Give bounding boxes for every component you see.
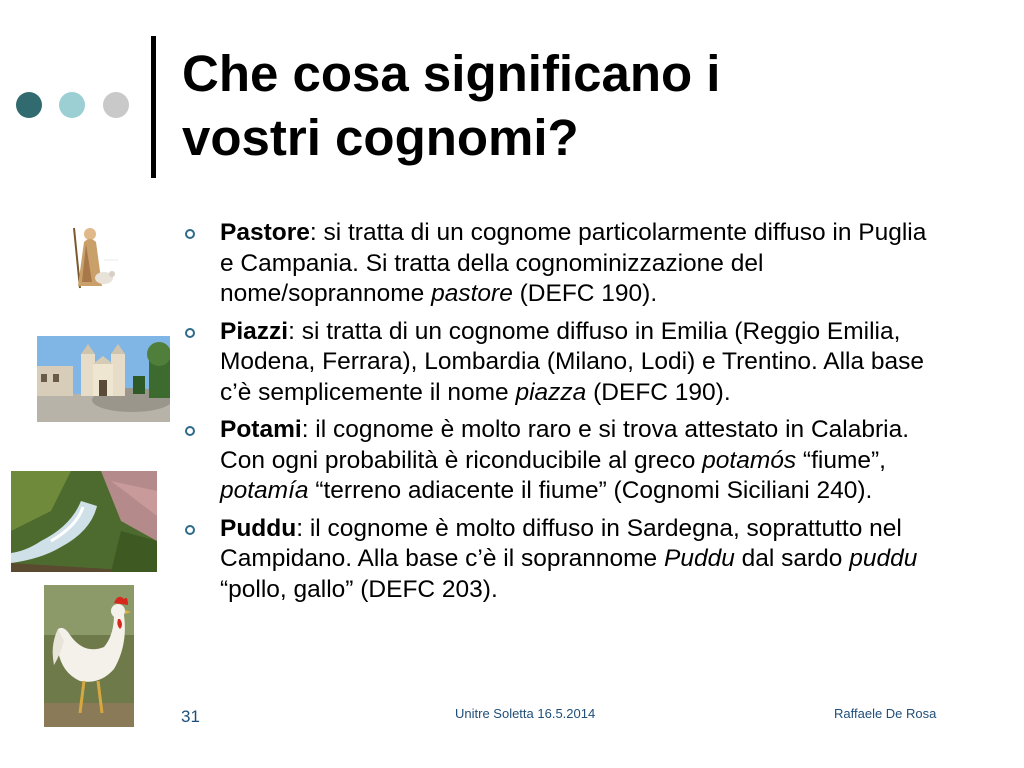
footer-center-text: Unitre Soletta 16.5.2014	[455, 706, 596, 721]
italic-word: potamós	[702, 446, 797, 474]
title-line-2: vostri cognomi?	[182, 109, 579, 166]
footer-author: Raffaele De Rosa	[834, 706, 937, 721]
bullet-ring-icon	[185, 525, 195, 535]
bullet-text: (DEFC 190).	[512, 280, 658, 307]
bullet-ring-icon	[185, 328, 195, 338]
bullet-text: : si tratta di un cognome diffuso in Emilia (Reggio Emilia, Modena, Ferrara), Lombardia (Milano, Lodi) e Trentino. Alla base c’è semplicemente il nome	[220, 317, 925, 406]
stream-image	[11, 471, 157, 572]
italic-word: pastore	[431, 280, 513, 307]
bullet-text: : il cognome è molto raro e si trova attestato in Calabria. Con ogni probabilità è riconducibile al greco	[220, 416, 910, 474]
bullet-text: “pollo, gallo” (DEFC 203).	[220, 575, 498, 603]
bullet-text: “fiume”,	[796, 446, 886, 474]
surname-term: Puddu	[220, 514, 297, 542]
italic-word: piazza	[515, 378, 587, 406]
svg-text:~~~~: ~~~~	[104, 258, 119, 264]
dot-light-teal	[59, 92, 85, 118]
surname-term: Pastore	[220, 219, 310, 246]
rooster-image	[44, 585, 134, 727]
bullet-text: (DEFC 190).	[586, 378, 731, 406]
bullet-item-puddu	[184, 514, 944, 606]
bullet-text: “terreno adiacente il fiume” (Cognomi Siciliani 240).	[308, 477, 873, 504]
title-line-1: Che cosa significano i	[182, 45, 721, 102]
bullet-list	[184, 218, 944, 612]
italic-word: potamía	[220, 477, 309, 504]
italic-word: Puddu	[663, 545, 735, 572]
bullet-item-potami	[184, 415, 944, 507]
bullet-item-pastore	[184, 218, 944, 310]
bullet-text: : si tratta di un cognome particolarmente diffuso in Puglia e Campania. Si tratta della cognominizzazione del nome/soprannome	[220, 219, 927, 307]
town-square-image	[37, 336, 170, 422]
decorative-dots	[16, 92, 136, 122]
bullet-item-piazzi	[184, 317, 944, 409]
surname-term: Potami	[220, 416, 302, 443]
bullet-text: dal sardo	[734, 545, 850, 572]
bullet-ring-icon	[185, 229, 195, 239]
bullet-text: : il cognome è molto diffuso in Sardegna, soprattutto nel Campidano. Alla base c’è il soprannome	[220, 514, 902, 572]
dot-dark-teal	[16, 92, 42, 118]
bullet-ring-icon	[185, 426, 195, 436]
slide-title	[182, 42, 982, 170]
italic-word: puddu	[849, 545, 918, 572]
title-divider-line	[151, 36, 156, 178]
shepherd-image	[60, 222, 138, 294]
dot-gray	[103, 92, 129, 118]
surname-term: Piazzi	[220, 317, 289, 345]
page-number: 31	[181, 707, 200, 726]
